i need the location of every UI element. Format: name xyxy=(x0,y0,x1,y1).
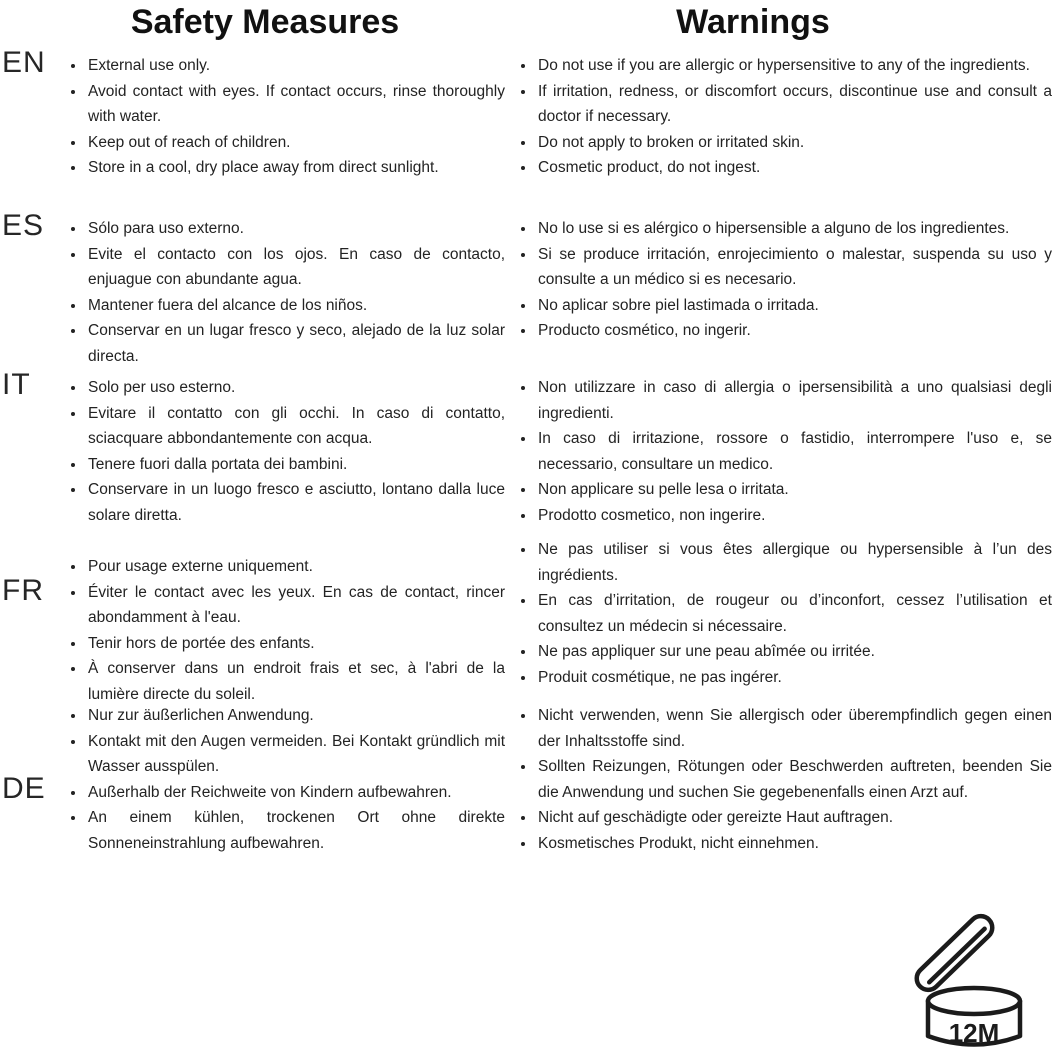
list-item: • No lo use si es alérgico o hipersensible a alguno de los ingredientes. xyxy=(536,216,1052,242)
list-item: • Keep out of reach of children. xyxy=(86,130,505,156)
list-item: • Tenere fuori dalla portata dei bambini. xyxy=(86,452,505,478)
warnings-fr-list xyxy=(512,537,1052,690)
language-label-es: ES xyxy=(2,209,45,242)
language-label-de: DE xyxy=(2,772,46,805)
list-item: • An einem kühlen, trockenen Ort ohne direkte Sonneneinstrahlung aufbewahren. xyxy=(86,805,505,856)
safety-measures-de-list xyxy=(62,703,505,856)
list-item: • Evite el contacto con los ojos. En caso de contacto, enjuague con abundante agua. xyxy=(86,242,505,293)
list-item: • Si se produce irritación, enrojecimiento o malestar, suspenda su uso y consulte a un médico si es necesario. xyxy=(536,242,1052,293)
safety-measures-it-list xyxy=(62,375,505,528)
list-item: • En cas d’irritation, de rougeur ou d’inconfort, cessez l’utilisation et consultez un médecin si nécessaire. xyxy=(536,588,1052,639)
list-item: • Pour usage externe uniquement. xyxy=(86,554,505,580)
list-item: • Kontakt mit den Augen vermeiden. Bei Kontakt gründlich mit Wasser ausspülen. xyxy=(86,729,505,780)
list-item: • Evitare il contatto con gli occhi. In caso di contatto, sciacquare abbondantemente con acqua. xyxy=(86,401,505,452)
jar-mouth xyxy=(928,988,1020,1014)
list-item: • Solo per uso esterno. xyxy=(86,375,505,401)
list-item: • Ne pas appliquer sur une peau abîmée ou irritée. xyxy=(536,639,1052,665)
list-item: • Do not use if you are allergic or hypersensitive to any of the ingredients. xyxy=(536,53,1052,79)
safety-measures-en-list xyxy=(62,53,505,181)
language-label-en: EN xyxy=(2,46,46,79)
list-item: • Tenir hors de portée des enfants. xyxy=(86,631,505,657)
list-item: • Conservar en un lugar fresco y seco, alejado de la luz solar directa. xyxy=(86,318,505,369)
period-after-opening-icon xyxy=(903,903,1043,1055)
warnings-it-list xyxy=(512,375,1052,528)
list-item: • External use only. xyxy=(86,53,505,79)
list-item: • Nicht auf geschädigte oder gereizte Haut auftragen. xyxy=(536,805,1052,831)
list-item: • Nur zur äußerlichen Anwendung. xyxy=(86,703,505,729)
list-item: • Non applicare su pelle lesa o irritata. xyxy=(536,477,1052,503)
warnings-de-list xyxy=(512,703,1052,856)
list-item: • Avoid contact with eyes. If contact occurs, rinse thoroughly with water. xyxy=(86,79,505,130)
language-label-fr: FR xyxy=(2,574,44,607)
warnings-es-list xyxy=(512,216,1052,344)
list-item: • Do not apply to broken or irritated skin. xyxy=(536,130,1052,156)
safety-measures-es-list xyxy=(62,216,505,369)
list-item: • If irritation, redness, or discomfort occurs, discontinue use and consult a doctor if necessary. xyxy=(536,79,1052,130)
list-item: • Éviter le contact avec les yeux. En cas de contact, rincer abondamment à l'eau. xyxy=(86,580,505,631)
list-item: • In caso di irritazione, rossore o fastidio, interrompere l'uso e, se necessario, consultare un medico. xyxy=(536,426,1052,477)
list-item: • Ne pas utiliser si vous êtes allergique ou hypersensible à l’un des ingrédients. xyxy=(536,537,1052,588)
list-item: • Producto cosmético, no ingerir. xyxy=(536,318,1052,344)
jar-lid xyxy=(912,911,997,994)
safety-measures-title: Safety Measures xyxy=(130,3,400,41)
list-item: • Produit cosmétique, ne pas ingérer. xyxy=(536,665,1052,691)
warnings-en-list xyxy=(512,53,1052,181)
list-item: • Nicht verwenden, wenn Sie allergisch oder überempfindlich gegen einen der Inhaltsstoffe sind. xyxy=(536,703,1052,754)
warnings-title: Warnings xyxy=(676,3,830,41)
list-item: • Sólo para uso externo. xyxy=(86,216,505,242)
list-item: • No aplicar sobre piel lastimada o irritada. xyxy=(536,293,1052,319)
list-item: • Außerhalb der Reichweite von Kindern aufbewahren. xyxy=(86,780,505,806)
list-item: • Kosmetisches Produkt, nicht einnehmen. xyxy=(536,831,1052,857)
pao-duration-label: 12M xyxy=(948,1018,1000,1048)
language-label-it: IT xyxy=(2,368,31,401)
list-item: • Prodotto cosmetico, non ingerire. xyxy=(536,503,1052,529)
list-item: • Conservare in un luogo fresco e asciutto, lontano dalla luce solare diretta. xyxy=(86,477,505,528)
list-item: • Store in a cool, dry place away from direct sunlight. xyxy=(86,155,505,181)
list-item: • À conserver dans un endroit frais et sec, à l'abri de la lumière directe du soleil. xyxy=(86,656,505,707)
list-item: • Cosmetic product, do not ingest. xyxy=(536,155,1052,181)
list-item: • Mantener fuera del alcance de los niños. xyxy=(86,293,505,319)
list-item: • Sollten Reizungen, Rötungen oder Beschwerden auftreten, beenden Sie die Anwendung und suchen Sie gegebenenfalls einen Arzt auf. xyxy=(536,754,1052,805)
list-item: • Non utilizzare in caso di allergia o ipersensibilità a uno qualsiasi degli ingredienti. xyxy=(536,375,1052,426)
safety-measures-fr-list xyxy=(62,554,505,707)
